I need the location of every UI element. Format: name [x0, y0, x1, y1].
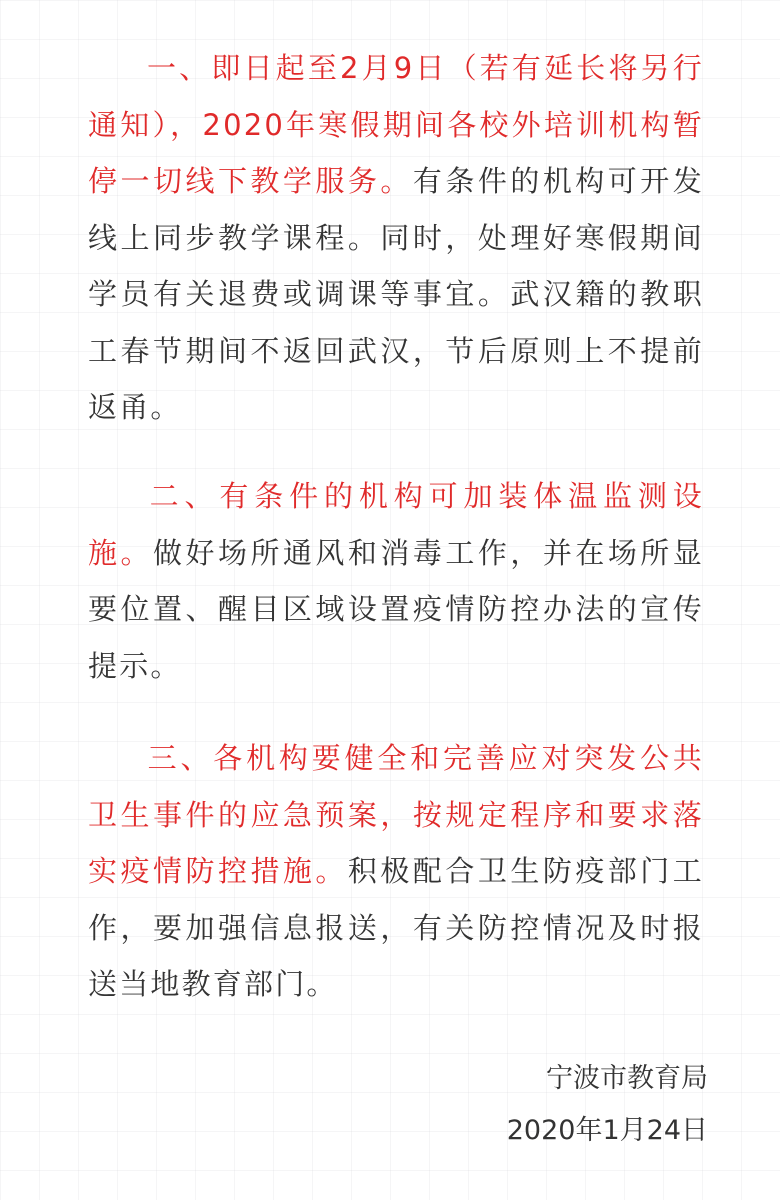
- paragraph-1-body: 有条件的机构可开发线上同步教学课程。同时，处理好寒假期间学员有关退费或调课等事宜。武汉籍的教职工春节期间不返回武汉，节后原则上不提前返甬。: [88, 164, 704, 424]
- paragraph-3: [88, 730, 704, 1013]
- paragraph-3-highlight: 三、各机构要健全和完善应对突发公共卫生事件的应急预案，按规定程序和要求落实疫情防控措施。: [88, 741, 704, 888]
- paragraph-1: [88, 40, 704, 436]
- paragraph-2-body: 做好场所通风和消毒工作，并在场所显要位置、醒目区域设置疫情防控办法的宣传提示。: [88, 535, 704, 683]
- paragraph-2-highlight: 二、有条件的机构可加装体温监测设施。: [88, 479, 704, 570]
- signature-date: 2020年1月24日: [506, 1115, 708, 1146]
- paragraph-3-body: 积极配合卫生防疫部门工作，要加强信息报送，有关防控情况及时报送当地教育部门。: [88, 854, 704, 1001]
- signature-organization: 宁波市教育局: [546, 1063, 708, 1094]
- paragraph-2: [88, 468, 704, 694]
- paragraph-1-highlight: 一、即日起至2月9日（若有延长将另行通知），2020年寒假期间各校外培训机构暂停一切线下教学服务。: [88, 51, 704, 198]
